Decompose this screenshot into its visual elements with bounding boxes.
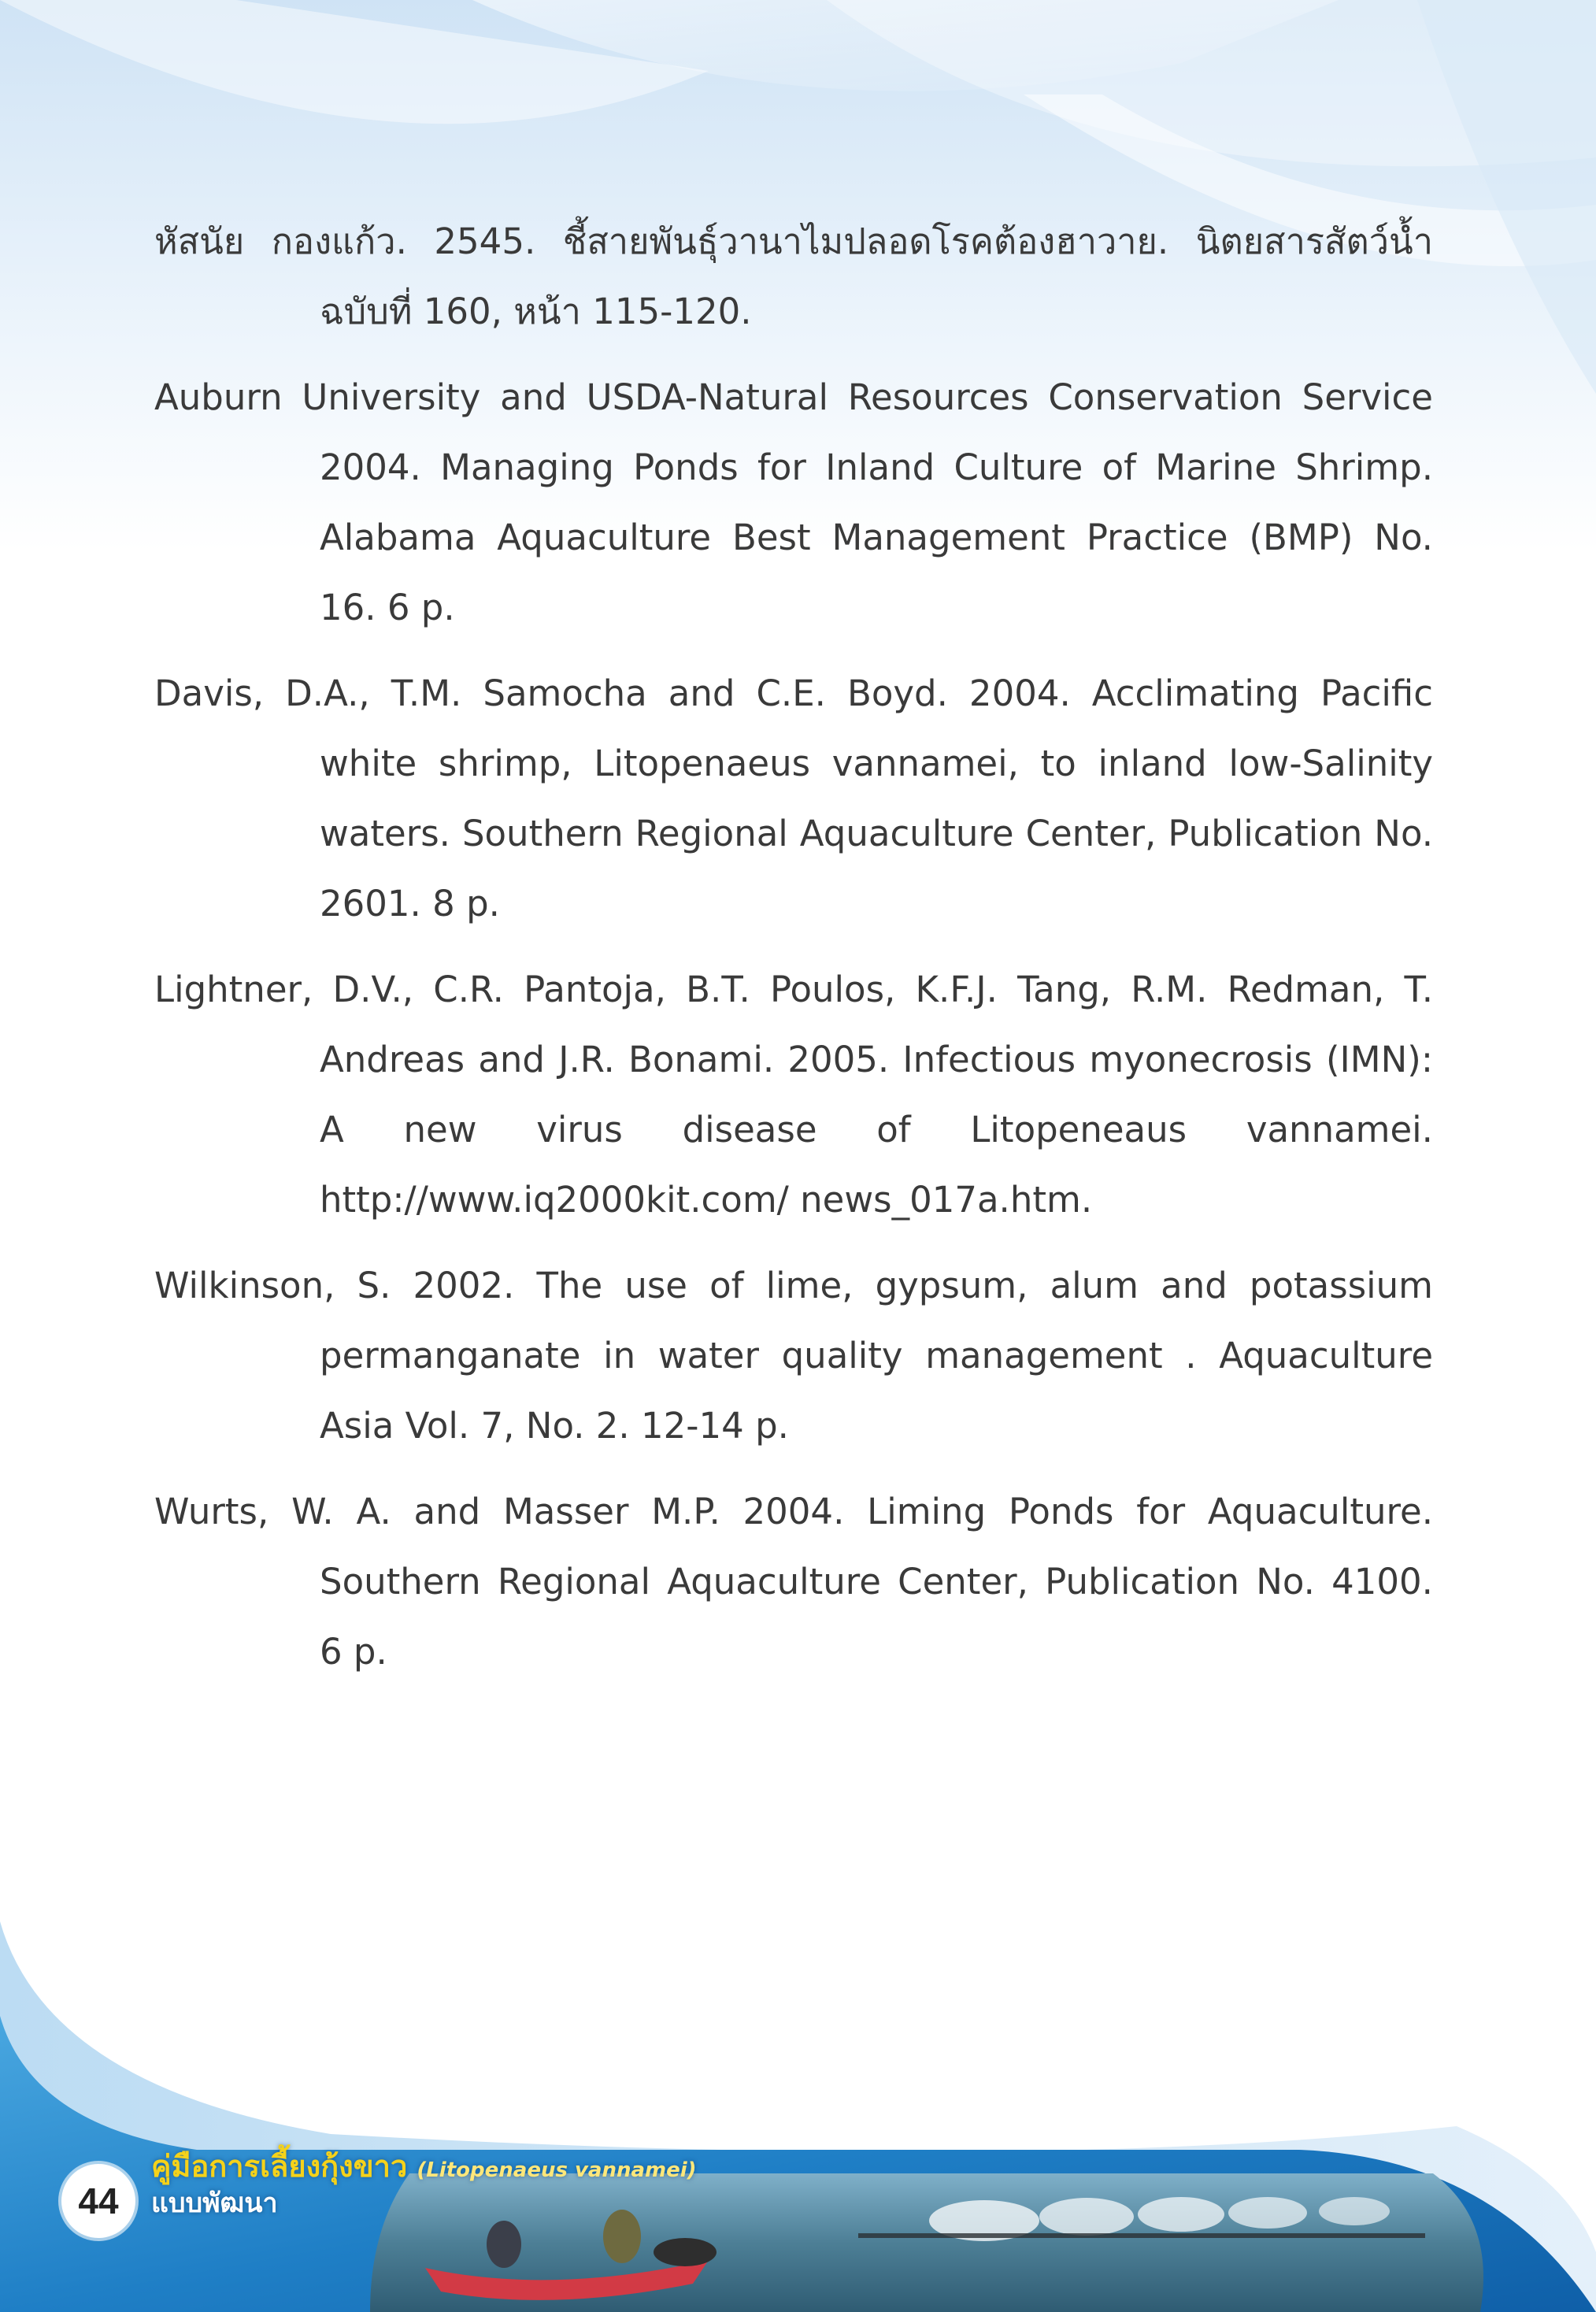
reference-entry: Wurts, W. A. and Masser M.P. 2004. Liming Ponds for Aquaculture. Southern Regional Aquaculture Center, Publication No. 4100. 6 p.	[154, 1491, 1433, 1673]
book-title-latin: (Litopenaeus vannamei)	[417, 2158, 697, 2182]
book-title-thai: คู่มือการเลี้ยงกุ้งขาว	[151, 2149, 408, 2184]
book-title	[151, 2148, 697, 2188]
reference-list	[154, 206, 1433, 1687]
reference-entry: Lightner, D.V., C.R. Pantoja, B.T. Poulos, K.F.J. Tang, R.M. Redman, T. Andreas and J.R. Bonami. 2005. Infectious myonecrosis (IMN): A new virus disease of Litopeneaus vannamei. http://www.iq2000kit.com/ news_017a.htm.	[154, 969, 1433, 1221]
reference-entry: Auburn University and USDA-Natural Resources Conservation Service 2004. Managing Ponds for Inland Culture of Marine Shrimp. Alabama Aquaculture Best Management Practice (BMP) No. 16. 6 p.	[154, 376, 1433, 628]
reference-entry: หัสนัย กองแก้ว. 2545. ชี้สายพันธุ์วานาไมปลอดโรคต้องฮาวาย. นิตยสารสัตว์น้ำ ฉบับที่ 160, หน้า 115-120.	[154, 220, 1433, 332]
book-subtitle: แบบพัฒนา	[151, 2188, 278, 2219]
reference-entry: Wilkinson, S. 2002. The use of lime, gypsum, alum and potassium permanganate in water quality management . Aquaculture Asia Vol. 7, No. 2. 12-14 p.	[154, 1265, 1433, 1447]
pond-photo	[370, 2173, 1483, 2312]
reference-entry: Davis, D.A., T.M. Samocha and C.E. Boyd. 2004. Acclimating Pacific white shrimp, Litopenaeus vannamei, to inland low-Salinity waters. Southern Regional Aquaculture Center, Publication No. 2601. 8 p.	[154, 672, 1433, 924]
page-number: 44	[61, 2164, 135, 2238]
